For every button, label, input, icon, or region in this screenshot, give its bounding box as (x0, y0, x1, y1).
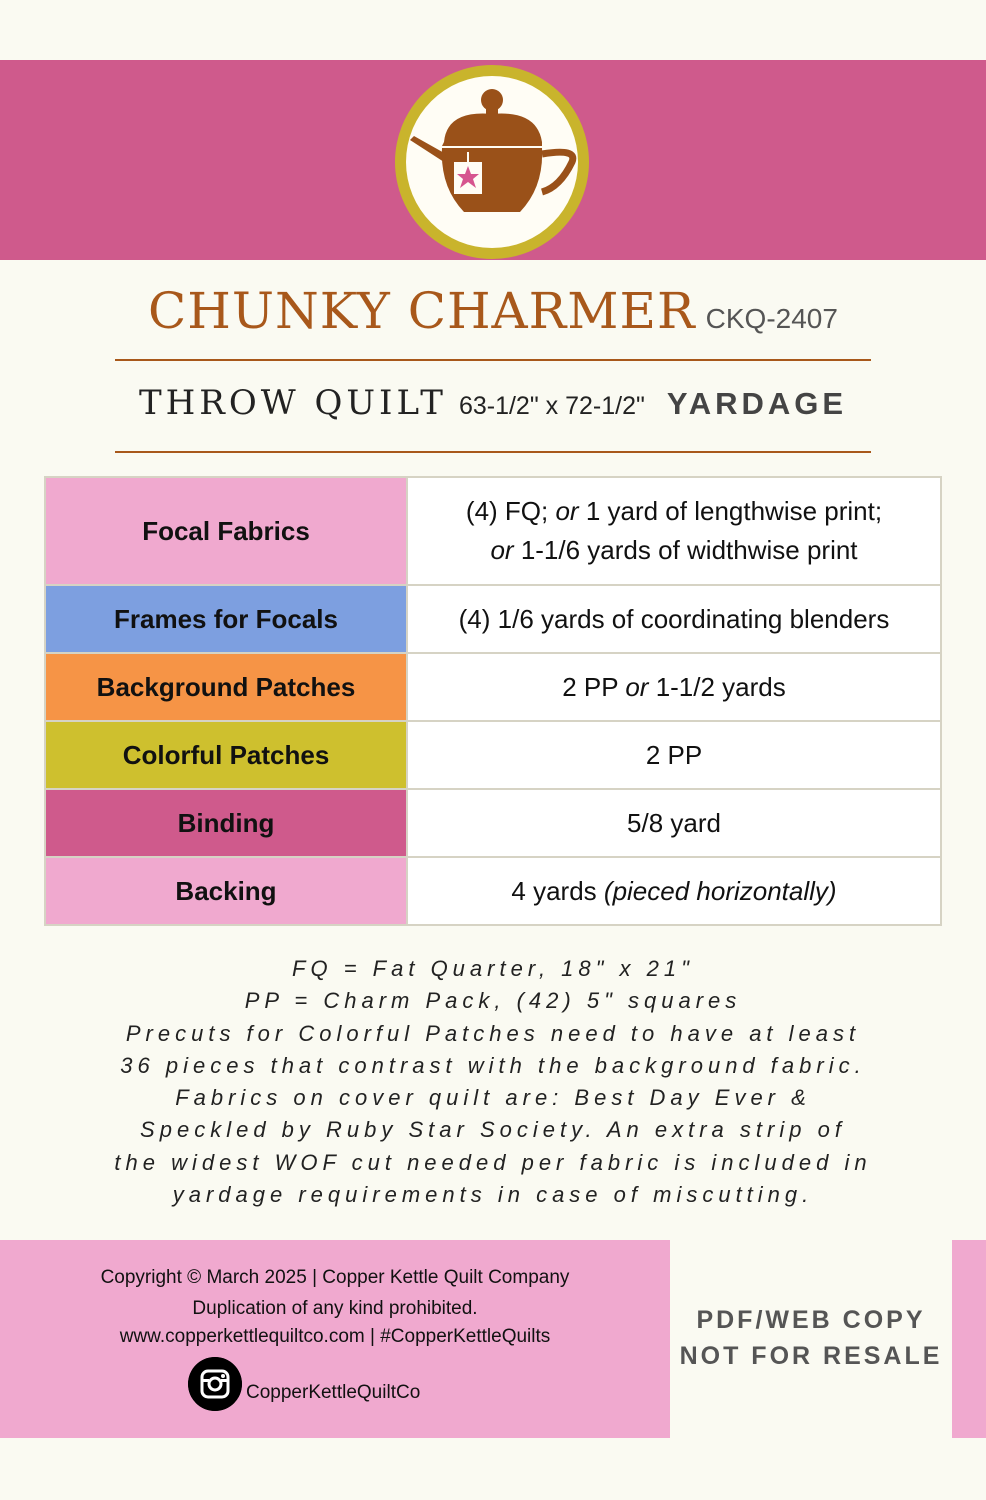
note-line: PP = Charm Pack, (42) 5" squares (244, 988, 742, 1014)
yardage-value-text: 4 yards (511, 875, 604, 906)
note-line: Fabrics on cover quilt are: Best Day Ever & (175, 1085, 811, 1111)
instagram-icon[interactable] (188, 1357, 242, 1411)
yardage-value-text: 2 PP (645, 739, 703, 770)
note-line: Speckled by Ruby Star Society. An extra strip of (140, 1117, 846, 1143)
yardage-value-text: or (555, 496, 579, 526)
note-line: the widest WOF cut needed per fabric is included in (114, 1149, 872, 1175)
yardage-value-text: 2 PP (562, 671, 626, 702)
yardage-label: Colorful Patches (45, 721, 407, 789)
yardage-value-text: (4) 1/6 yards of coordinating blenders (458, 603, 890, 634)
yardage-value-text: or (625, 671, 649, 702)
instagram-handle[interactable]: CopperKettleQuiltCo (246, 1382, 421, 1403)
stamp-line-2: NOT FOR RESALE (679, 1342, 943, 1370)
footer-panel (0, 1240, 670, 1438)
yardage-value-text: or (490, 535, 514, 565)
note-line: 36 pieces that contrast with the background fabric. (120, 1052, 866, 1078)
pattern-title: CHUNKY CHARMER (148, 282, 696, 340)
yardage-value (407, 585, 941, 653)
subtitle-row (0, 383, 986, 423)
yardage-value-text: (pieced horizontally) (603, 875, 837, 906)
copyright-text: Copyright © March 2025 | Copper Kettle Quilt Company (100, 1267, 570, 1288)
yardage-row (45, 585, 941, 653)
title-row (0, 282, 986, 340)
yardage-value-text: 1 yard of lengthwise print; (578, 496, 883, 526)
yardage-value-text: 5/8 yard (627, 807, 721, 838)
yardage-label: Backing (45, 857, 407, 925)
yardage-value-text: 1-1/2 yards (648, 671, 786, 702)
note-line: yardage requirements in case of miscutting. (172, 1182, 814, 1208)
yardage-label: Frames for Focals (45, 585, 407, 653)
teapot-logo-icon (392, 62, 592, 262)
yardage-row (45, 789, 941, 857)
title-divider-bottom (115, 451, 871, 453)
yardage-label: Focal Fabrics (45, 477, 407, 585)
yardage-row (45, 857, 941, 925)
yardage-label: Background Patches (45, 653, 407, 721)
note-line: Precuts for Colorful Patches need to have at least (125, 1020, 861, 1046)
stamp-line-1: PDF/WEB COPY (696, 1306, 926, 1334)
yardage-label: Binding (45, 789, 407, 857)
yardage-value (407, 857, 941, 925)
quilt-size: 63-1/2" x 72-1/2" (458, 392, 645, 420)
pattern-code: CKQ-2407 (705, 303, 838, 334)
copy-stamp (670, 1240, 952, 1438)
notes-block (0, 953, 986, 1211)
yardage-value-text: 1-1/6 yards of widthwise print (513, 535, 858, 565)
yardage-value-text: (4) FQ; (465, 496, 556, 526)
duplication-text: Duplication of any kind prohibited. (192, 1298, 478, 1319)
footer-right-strip (952, 1240, 986, 1438)
yardage-row (45, 477, 941, 585)
yardage-value (407, 789, 941, 857)
yardage-value (407, 653, 941, 721)
yardage-value (407, 721, 941, 789)
note-line: FQ = Fat Quarter, 18" x 21" (292, 956, 694, 981)
title-divider-top (115, 359, 871, 361)
yardage-row (45, 721, 941, 789)
section-heading: YARDAGE (666, 386, 848, 421)
quilt-type: THROW QUILT (138, 383, 447, 423)
yardage-table (44, 476, 942, 926)
yardage-row (45, 653, 941, 721)
yardage-value (407, 477, 941, 585)
website-text: www.copperkettlequiltco.com | #CopperKettleQuilts (119, 1326, 551, 1347)
